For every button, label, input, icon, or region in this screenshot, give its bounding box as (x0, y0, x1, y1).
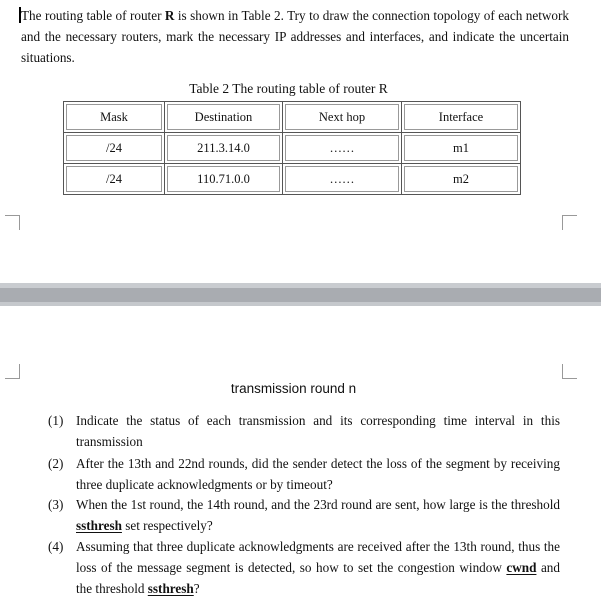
document-page-top (0, 0, 601, 283)
intro-paragraph[interactable] (21, 5, 569, 68)
question-number: (3) (48, 497, 64, 512)
cell-destination: 110.71.0.0 (165, 164, 283, 195)
question-3[interactable] (48, 494, 560, 536)
term-cwnd: cwnd (506, 560, 537, 575)
page-break-shade (0, 283, 601, 288)
term-ssthresh: ssthresh (76, 518, 122, 533)
margin-corner-mark (5, 364, 20, 379)
question-1[interactable] (48, 410, 560, 452)
question-text: Assuming that three duplicate acknowledgments are received after the 13th round, thus the loss of the message segment is detected, so how to set the congestion window cwnd and the threshold ssthresh? (76, 539, 560, 596)
margin-corner-mark (562, 364, 577, 379)
header-mask: Mask (64, 102, 165, 133)
question-4[interactable] (48, 536, 560, 599)
chart-axis-label: transmission round n (230, 381, 357, 396)
cell-next-hop: …… (283, 164, 402, 195)
intro-text-continued: is shown in Table 2. Try to draw the connection topology of each network and the necessary routers, mark the necessary IP addresses and interfaces, and indicate the uncertain situations. (21, 8, 569, 65)
routing-table (63, 101, 521, 195)
cell-mask: /24 (64, 164, 165, 195)
term-ssthresh: ssthresh (147, 581, 194, 596)
question-number: (4) (48, 539, 64, 554)
table-caption: Table 2 The routing table of router R (189, 81, 388, 96)
cell-next-hop: …… (283, 133, 402, 164)
question-text: When the 1st round, the 14th round, and the 23rd round are sent, how large is the threshold ssthresh set respectively? (76, 497, 560, 533)
question-text: Indicate the status of each transmission and its corresponding time interval in this transmission (76, 413, 560, 449)
question-text: After the 13th and 22nd rounds, did the sender detect the loss of the segment by receiving three duplicate acknowledgments or by timeout? (76, 456, 560, 492)
table-row (64, 164, 521, 195)
intro-text: The routing table of router (21, 8, 165, 23)
header-next-hop: Next hop (283, 102, 402, 133)
margin-corner-mark (562, 215, 577, 230)
question-number: (2) (48, 456, 64, 471)
cell-mask: /24 (64, 133, 165, 164)
table-header-row (64, 102, 521, 133)
page-break-gap (0, 283, 601, 306)
margin-corner-mark (5, 215, 20, 230)
table-row (64, 133, 521, 164)
question-number: (1) (48, 413, 64, 428)
cell-interface: m1 (402, 133, 521, 164)
cell-interface: m2 (402, 164, 521, 195)
header-destination: Destination (165, 102, 283, 133)
question-2[interactable] (48, 453, 560, 495)
cell-destination: 211.3.14.0 (165, 133, 283, 164)
header-interface: Interface (402, 102, 521, 133)
router-name: R (164, 8, 175, 23)
